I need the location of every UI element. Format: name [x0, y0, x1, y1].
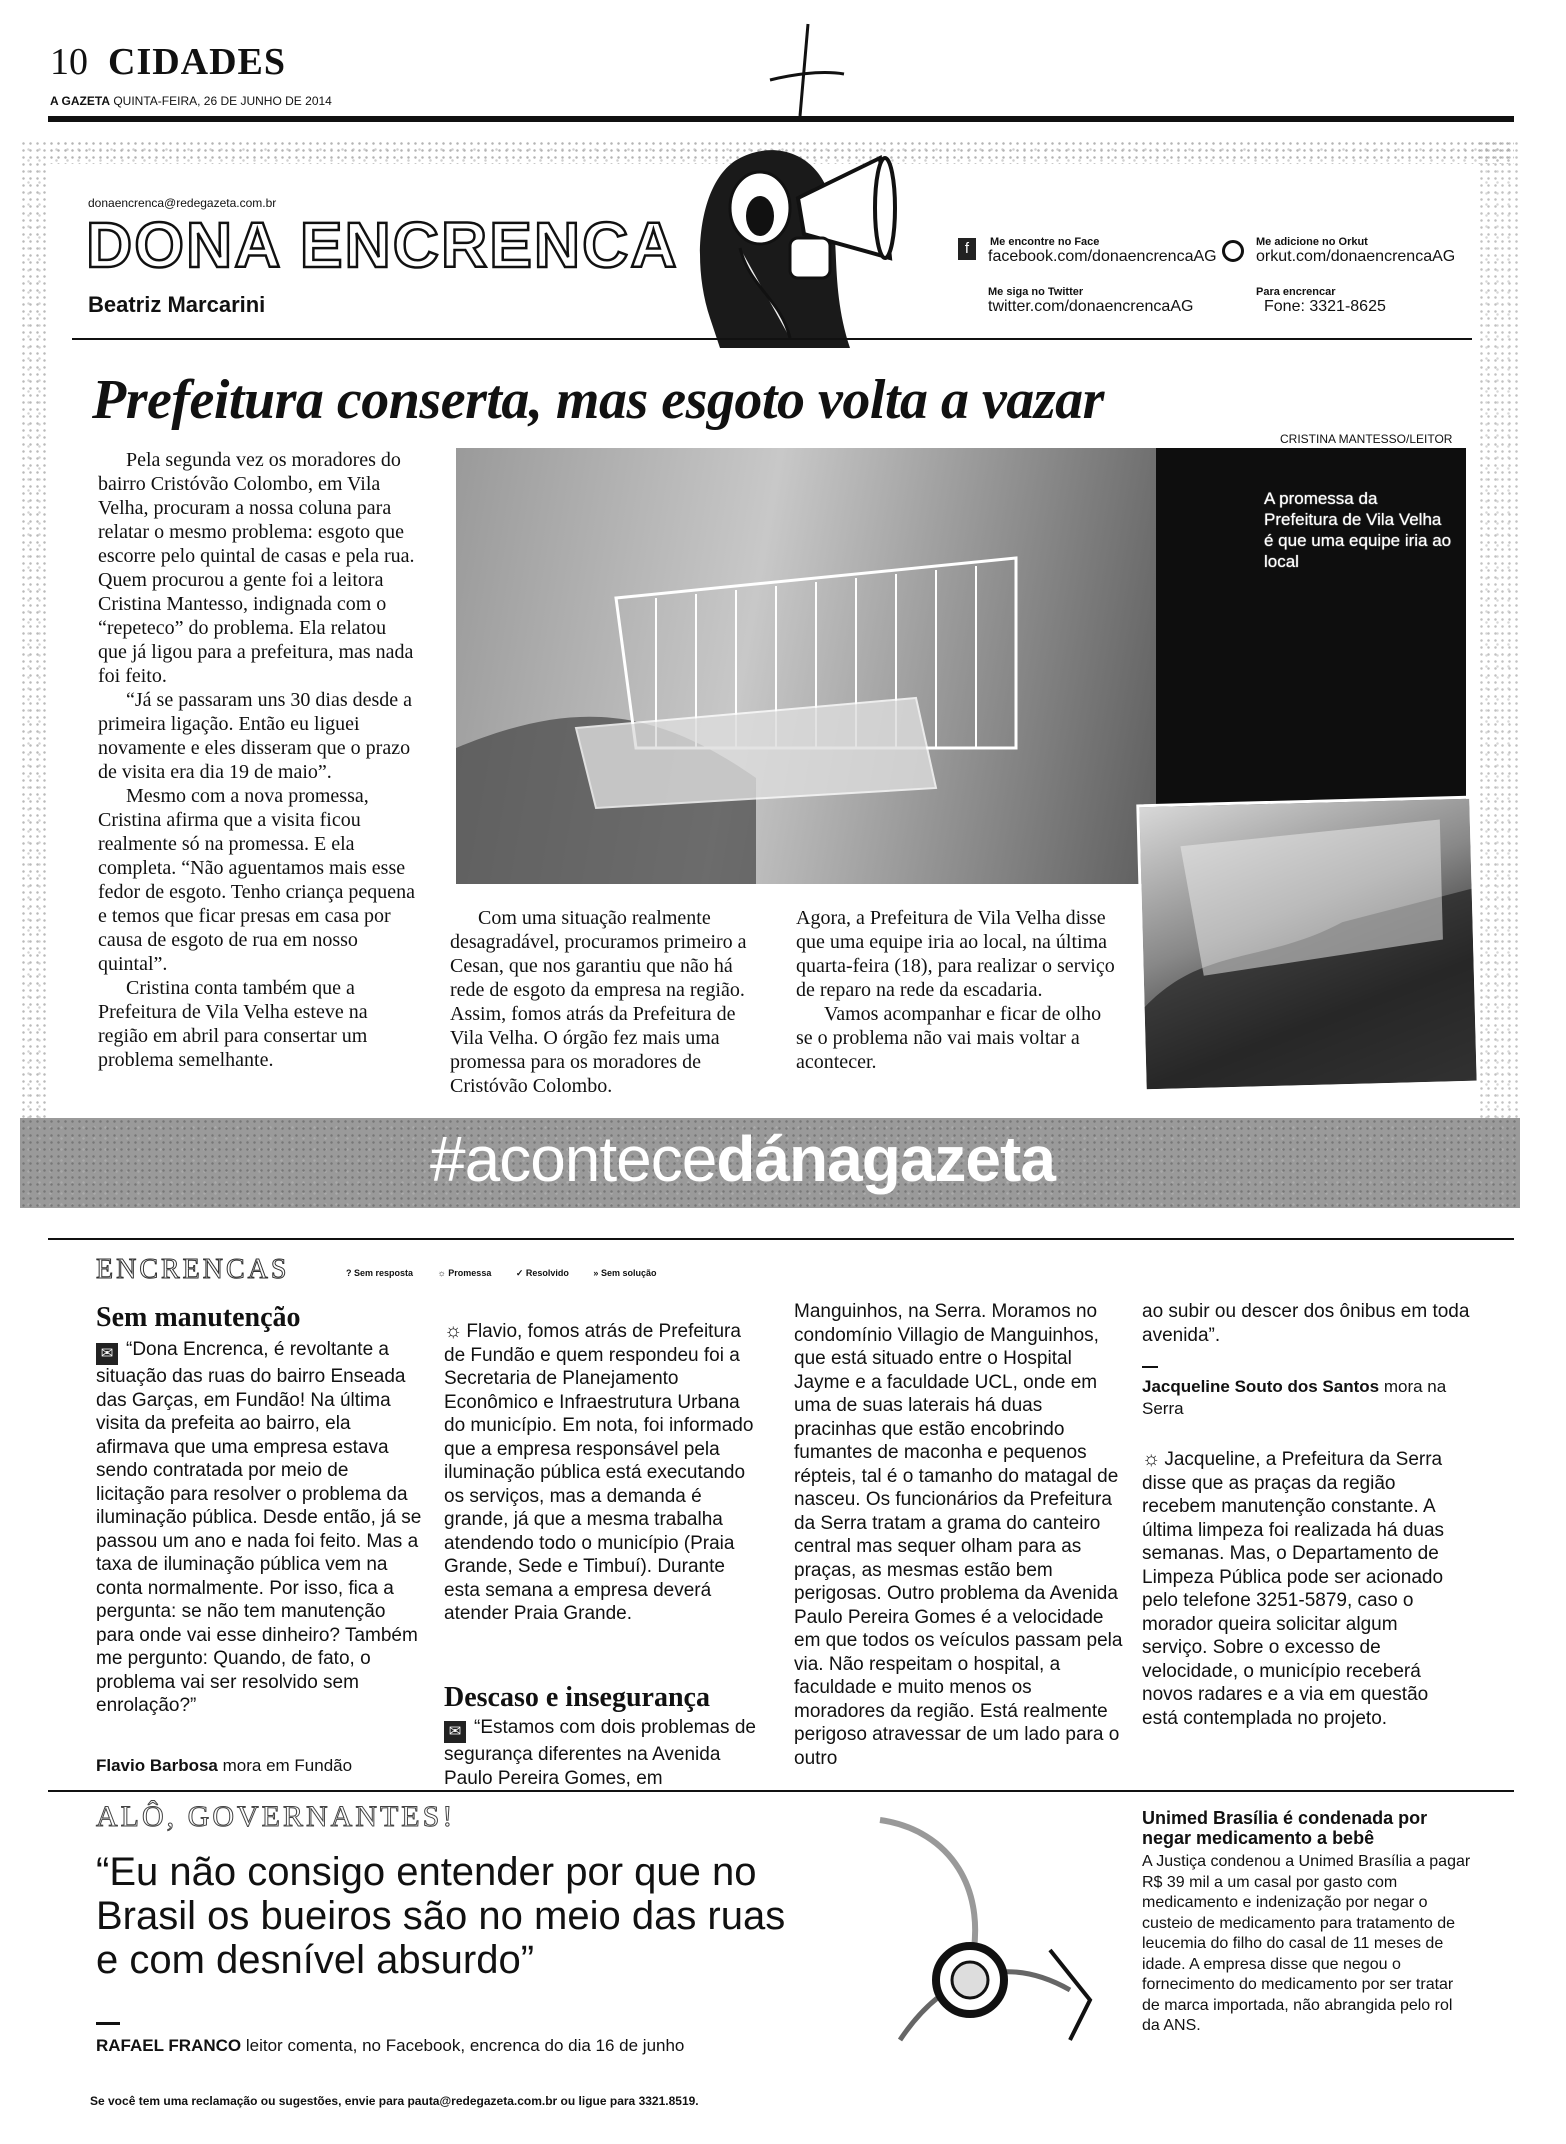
paragraph: Vamos acompanhar e ficar de olho se o problema não vai mais voltar a acontecer.: [796, 1003, 1102, 1073]
contact-orkut[interactable]: [1256, 236, 1455, 266]
encrencas-label: ENCRENCAS: [96, 1254, 290, 1285]
author-name: RAFAEL FRANCO: [96, 2036, 242, 2055]
hashtag-part-bold: nagazeta: [789, 1123, 1055, 1195]
stethoscope-illustration: [840, 1800, 1140, 2060]
issue-date: QUINTA-FEIRA, 26 DE JUNHO DE 2014: [113, 94, 332, 108]
reader-place: mora em Fundão: [222, 1756, 353, 1775]
column-author: Beatriz Marcarini: [88, 292, 266, 317]
main-headline: Prefeitura conserta, mas esgoto volta a vazar: [92, 369, 1104, 431]
contact-label: Para encrencar: [1256, 286, 1336, 298]
story2-complaint-c: [1142, 1300, 1472, 1347]
paragraph: Com uma situação realmente desagradável, procuramos primeiro a Cesan, que nos garantiu que não há rede de esgoto da empresa na região. Assim, fomos atrás da Prefeitura de Vila Velha. O órgão fez mais uma promessa para os moradores de Cristóvão Colombo.: [450, 907, 747, 1097]
story2-title: Descaso e insegurança: [444, 1682, 710, 1713]
sidebar-title: Unimed Brasília é condenada por negar medicamento a bebê: [1142, 1808, 1428, 1848]
paragraph: Pela segunda vez os moradores do bairro Cristóvão Colombo, em Vila Velha, procuram a nossa coluna para relatar o mesmo problema: esgoto que escorre pelo quintal de casas e pela rua. Quem procurou a gente foi a leitora Cristina Mantesso, indignada com o “repeteco” do problema. Ela relatou que já ligou para a prefeitura, mas nada foi feito.: [98, 449, 415, 687]
complaint-text: Manguinhos, na Serra. Moramos no condomínio Villagio de Manguinhos, que está situado entre o Hospital Jayme e a faculdade UCL, onde em uma de suas laterais há duas pracinhas que estão encobrindo fumantes de maconha e pequenos répteis, tal é o tamanho do matagal de nasceu. Os funcionários da Prefeitura da Serra tratam a grama do canteiro central mas sequer olham para as praças, as mesmas estão bem perigosas. Outro problema da Avenida Paulo Pereira Gomes é a velocidade em que todos os veículos passam pela via. Não respeitam o hospital, a faculdade e muito menos os moradores da região. Está realmente perigoso atravessar de um lado para o outro: [794, 1301, 1123, 1769]
masthead-line: [50, 94, 332, 108]
legend-promessa: ☼ Promessa: [437, 1268, 492, 1278]
banner-rule: [48, 1238, 1514, 1240]
promise-icon: ☼: [444, 1320, 463, 1342]
alo-quote: “Eu não consigo entender por que no Brasil os bueiros são no meio das ruas e com desnível absurdo”: [96, 1850, 786, 1982]
contact-value: facebook.com/donaencrencaAG: [988, 248, 1217, 265]
story1-reader: [96, 1756, 352, 1776]
story2-complaint-a: [444, 1716, 770, 1790]
story-column-3: [796, 906, 1116, 1074]
contact-label: Me adicione no Orkut: [1256, 236, 1368, 248]
story2-answer: [1142, 1448, 1468, 1730]
legend: [346, 1268, 656, 1279]
hashtag-part-mid: dá: [716, 1123, 790, 1195]
encrencas-bottom-rule: [48, 1790, 1514, 1792]
pen-mark: [760, 20, 850, 120]
contact-facebook[interactable]: [962, 236, 1217, 266]
paragraph: “Já se passaram uns 30 dias desde a primeira ligação. Então eu liguei novamente e eles disseram que o prazo de visita era dia 19 de maio”.: [98, 689, 413, 783]
alo-author: [96, 2036, 684, 2056]
author-note: leitor comenta, no Facebook, encrenca do dia 16 de junho: [245, 2036, 685, 2055]
hashtag-text: [430, 1122, 1055, 1196]
paragraph: Cristina conta também que a Prefeitura de Vila Velha esteve na região em abril para consertar um problema semelhante.: [98, 977, 368, 1071]
photo-credit: CRISTINA MANTESSO/LEITOR: [1280, 432, 1453, 446]
contact-label: Me siga no Twitter: [988, 286, 1084, 298]
section-title: CIDADES: [108, 41, 287, 83]
legend-resolvido: ✓ Resolvido: [515, 1268, 569, 1278]
answer-text: ☼ Jacqueline, a Prefeitura da Serra disse que as praças da região recebem manutenção constante. A última limpeza foi realizada há duas semanas. Mas, o Departamento de Limpeza Pública pode ser acionado pelo telefone 3251-5879, caso o morador queira solicitar algum serviço. Sobre o excesso de velocidade, o município receberá novos radares e a via em questão está contemplada no projeto.: [1142, 1448, 1445, 1729]
contact-value: twitter.com/donaencrencaAG: [988, 298, 1194, 315]
column-title: DONA ENCRENCA: [86, 209, 679, 281]
alo-label: ALÔ, GOVERNANTES!: [96, 1800, 456, 1833]
story2-complaint-b: [794, 1300, 1124, 1770]
legend-sem-solucao: » Sem solução: [593, 1268, 657, 1278]
facebook-icon: f: [958, 238, 976, 260]
alo-dash: [96, 2022, 120, 2025]
contact-value: orkut.com/donaencrencaAG: [1256, 248, 1456, 265]
promise-icon: ☼: [1142, 1448, 1161, 1470]
story1-answer: [444, 1320, 764, 1626]
contact-label: Me encontre no Face: [990, 236, 1100, 248]
story-column-1: [98, 448, 416, 1072]
complaint-text: ✉ “Dona Encrenca, é revoltante a situação das ruas do bairro Enseada das Garças, em Fundão! Na última visita da prefeita ao bairro, ela afirmava que uma empresa estava sendo contratada por meio de licitação para resolver o problema da iluminação pública. Desde então, já se passou um ano e nada foi feito. Mas a taxa de iluminação pública vem na conta normalmente. Por isso, fica a pergunta: se não tem manutenção para onde vai esse dinheiro? Também me pergunto: Quando, de fato, o problema vai ser resolvido sem enrolação?”: [96, 1339, 422, 1716]
paragraph: Mesmo com a nova promessa, Cristina afirma que a visita ficou realmente só na promessa. E ela completa. “Não aguentamos mais esse fedor de esgoto. Tenho criança pequena e temos que ficar presas em casa por causa de esgoto de rua em nosso quintal”.: [98, 785, 415, 975]
message-icon: ✉: [96, 1343, 118, 1365]
reader-dash: [1142, 1366, 1158, 1368]
hashtag-part-light: #acontece: [430, 1123, 717, 1195]
inset-scene: [1139, 799, 1476, 1090]
inset-photo: [1136, 796, 1479, 1093]
paragraph: Agora, a Prefeitura de Vila Velha disse que uma equipe iria ao local, na última quarta-feira (18), para realizar o serviço de reparo na rede da escadaria.: [796, 907, 1115, 1001]
mascot-illustration: [680, 138, 910, 348]
answer-text: ☼ Flavio, fomos atrás de Prefeitura de Fundão e quem respondeu foi a Secretaria de Planejamento Econômico e Infraestrutura Urbana do município. Em nota, foi informado que a empresa responsável pela iluminação pública está executando os serviços, mas a demanda é grande, já que a mesma trabalha atendendo todo o município (Praia Grande, Sede e Timbuí). Durante esta semana a empresa deverá atender Praia Grande.: [444, 1320, 754, 1624]
header-rule: [48, 116, 1514, 122]
complaint-text: ao subir ou descer dos ônibus em toda avenida”.: [1142, 1301, 1470, 1346]
footer-note: Se você tem uma reclamação ou sugestões, envie para pauta@redegazeta.com.br ou ligue para 3321.8519.: [90, 2094, 699, 2108]
contact-twitter[interactable]: [988, 286, 1193, 316]
story-column-2: [450, 906, 770, 1098]
reader-place: mora na Serra: [1142, 1377, 1447, 1418]
legend-sem-resposta: ? Sem resposta: [346, 1268, 414, 1278]
story1-title: Sem manutenção: [96, 1302, 301, 1333]
complaint-text: ✉ “Estamos com dois problemas de segurança diferentes na Avenida Paulo Pereira Gomes, em: [444, 1717, 756, 1789]
photo-caption: A promessa da Prefeitura de Vila Velha é que uma equipe iria ao local: [1264, 489, 1452, 571]
column-header-rule: [72, 338, 1472, 340]
orkut-icon: [1222, 240, 1244, 262]
contact-phone[interactable]: [1256, 286, 1386, 316]
column-email: donaencrenca@redegazeta.com.br: [88, 196, 277, 210]
story1-complaint: [96, 1338, 422, 1718]
speckle-left: [20, 140, 48, 1140]
sidebar-body: A Justiça condenou a Unimed Brasília a pagar R$ 39 mil a um casal por gasto com medicamento e indenização por negar o custeio de medicamento para tratamento de leucemia do filho do casal de 11 meses de idade. A empresa disse que negou o fornecimento do medicamento por ser tratar de marca importada, não abrangida pelo rol da ANS.: [1142, 1853, 1471, 2034]
reader-name: Jacqueline Souto dos Santos: [1142, 1377, 1380, 1396]
story2-reader: [1142, 1376, 1462, 1420]
contact-value: Fone: 3321-8625: [1264, 298, 1386, 315]
speckle-right: [1478, 140, 1518, 1140]
paper-name: A GAZETA: [50, 94, 110, 108]
page-number: 10: [50, 41, 88, 83]
message-icon: ✉: [444, 1721, 466, 1743]
reader-name: Flavio Barbosa: [96, 1756, 218, 1775]
